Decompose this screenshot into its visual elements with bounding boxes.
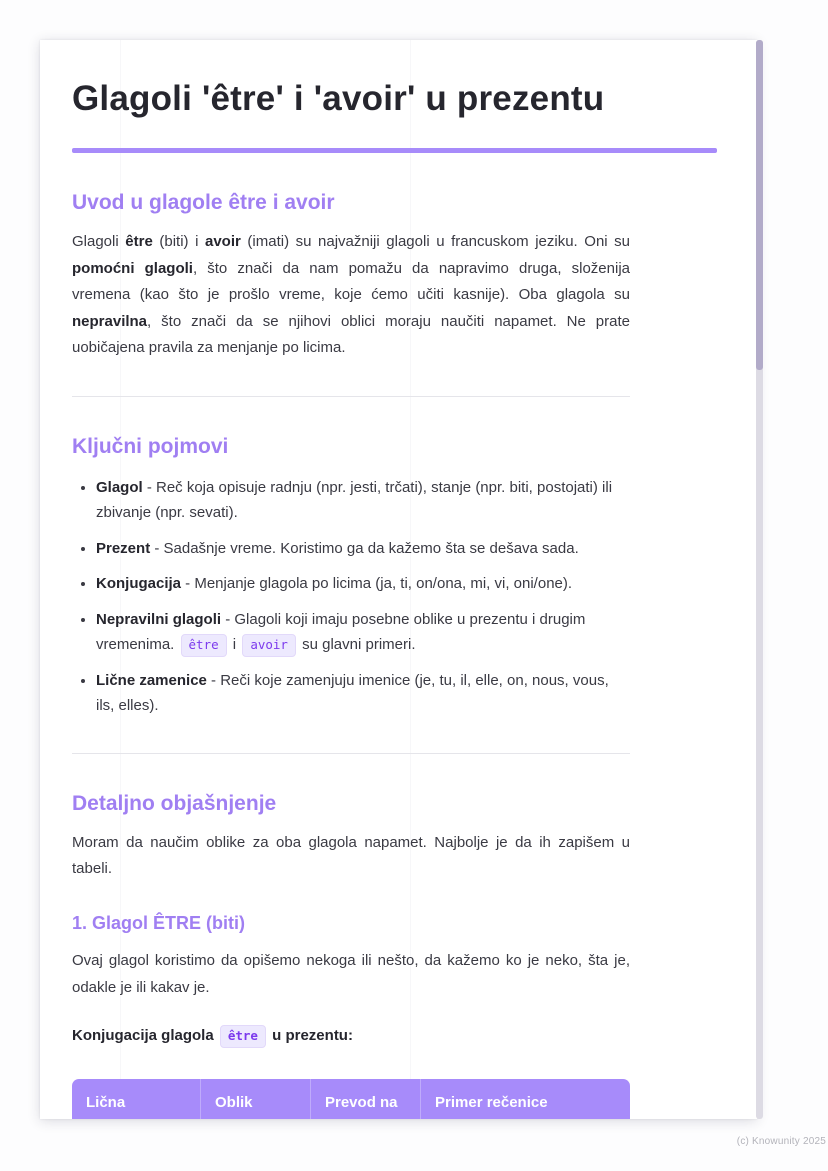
list-item: • Glagol - Reč koja opisuje radnju (npr. jesti, trčati), stanje (npr. biti, postojati) ili zbivanje (npr. sevati).: [96, 475, 630, 526]
list-item: • Nepravilni glagoli - Glagoli koji imaju posebne oblike u prezentu i drugim vremenima. être i avoir su glavni primeri.: [96, 607, 630, 658]
explanation-paragraph: Moram da naučim oblike za oba glagola napamet. Najbolje je da ih zapišem u tabeli.: [72, 833, 630, 878]
scrollbar[interactable]: [756, 40, 763, 1119]
etre-paragraph: Ovaj glagol koristimo da opišemo nekoga ili nešto, da kažemo ko je neko, šta je, odakle je ili kakav je.: [72, 952, 630, 996]
subsection-heading-etre: 1. Glagol ÊTRE (biti): [72, 913, 246, 934]
watermark: (c) Knowunity 2025: [736, 1136, 826, 1147]
section-heading-intro: Uvod u glagole être i avoir: [72, 191, 335, 215]
page-title: Glagoli 'être' i 'avoir' u prezentu: [72, 79, 605, 118]
conjugation-label: Konjugacija glagola être u prezentu:: [72, 1023, 630, 1049]
list-item: • Prezent - Sadašnje vreme. Koristimo ga da kažemo šta se dešava sada.: [96, 536, 630, 562]
table-header-cell: Lična: [86, 1093, 126, 1111]
title-divider-rule: [72, 148, 717, 153]
conjugation-table: [72, 1079, 630, 1119]
table-header-cell: Prevod na: [310, 1079, 420, 1119]
section-heading-key-terms: Ključni pojmovi: [72, 434, 229, 458]
table-header-row: [72, 1079, 630, 1119]
document-content: [40, 40, 757, 1119]
scrollbar-thumb[interactable]: [756, 40, 763, 370]
list-item: • Konjugacija - Menjanje glagola po licima (ja, ti, on/ona, mi, vi, oni/one).: [96, 571, 630, 597]
section-divider: [72, 753, 630, 754]
key-terms-list: [72, 475, 630, 719]
intro-paragraph: Glagoli être (biti) i avoir (imati) su najvažniji glagoli u francuskom jeziku. Oni su pomoćni glagoli, što znači da nam pomažu da napravimo druga, složenija vremena (kao što je prošlo vreme, koje ćemo učiti kasnije). Oba glagola su nepravilna, što znači da se njihovi oblici moraju naučiti napamet. Ne prate uobičajena pravila za menjanje po licima.: [72, 233, 631, 357]
table-header-cell: Oblik: [200, 1079, 310, 1119]
section-heading-explanation: Detaljno objašnjenje: [72, 791, 277, 815]
list-item: • Lične zamenice - Reči koje zamenjuju imenice (je, tu, il, elle, on, nous, vous, ils, elles).: [96, 668, 630, 719]
table-header-cell: Primer rečenice: [420, 1079, 630, 1119]
document-page: [40, 40, 757, 1119]
section-divider: [72, 396, 630, 397]
